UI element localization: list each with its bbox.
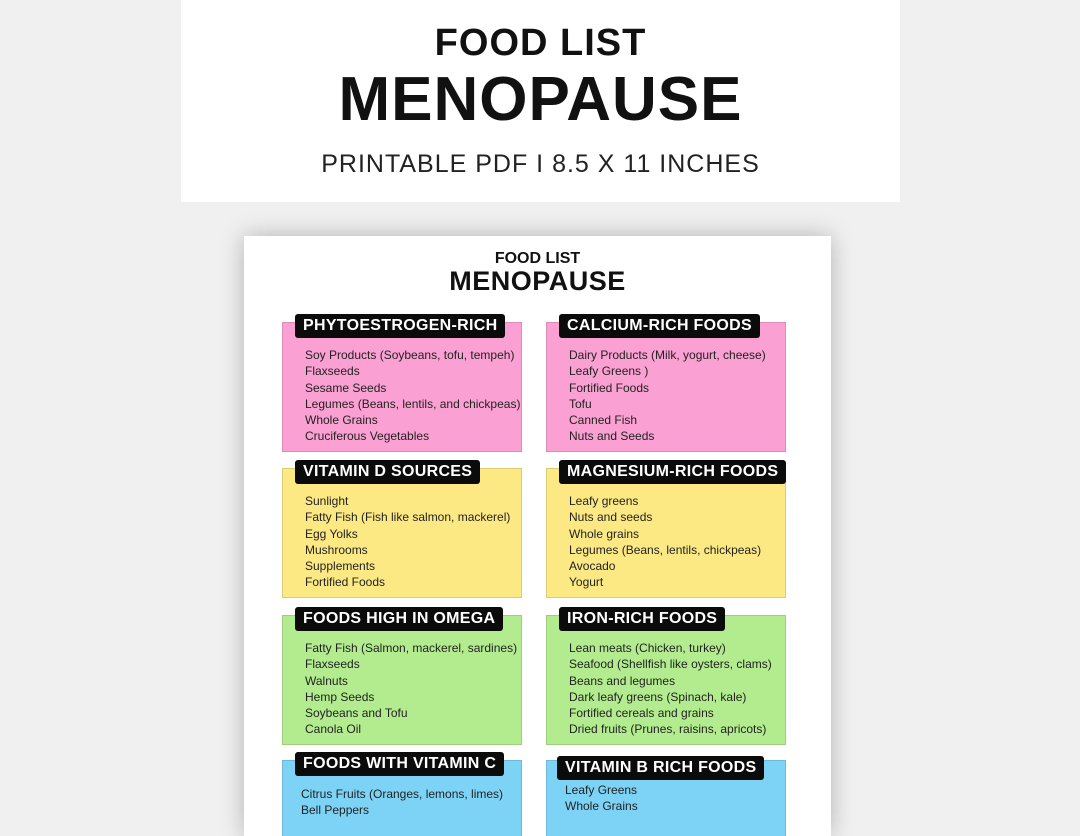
list-item: Seafood (Shellfish like oysters, clams) <box>569 657 772 672</box>
list-item: Bell Peppers <box>301 803 370 818</box>
card-list <box>569 640 772 738</box>
list-item: Yogurt <box>569 575 604 590</box>
card-calcium <box>546 317 786 452</box>
card-iron <box>546 610 786 745</box>
list-item: Sesame Seeds <box>305 380 387 395</box>
list-item: Mushrooms <box>305 542 368 557</box>
card-vitamin-c <box>282 755 522 836</box>
sheet-subtitle: FOOD LIST <box>494 250 581 267</box>
card-label: VITAMIN B RICH FOODS <box>557 756 764 780</box>
list-item: Flaxseeds <box>305 657 360 672</box>
list-item: Citrus Fruits (Oranges, lemons, limes) <box>301 787 504 801</box>
list-item: Legumes (Beans, lentils, chickpeas) <box>569 542 762 557</box>
card-label: MAGNESIUM-RICH FOODS <box>559 460 786 484</box>
list-item: Leafy Greens ) <box>569 364 649 379</box>
card-vitamin-d <box>282 463 522 598</box>
list-item: Soybeans and Tofu <box>305 706 408 721</box>
banner-info: PRINTABLE PDF I 8.5 X 11 INCHES <box>321 150 760 178</box>
card-vitamin-b <box>546 760 786 836</box>
list-item: Fatty Fish (Salmon, mackerel, sardines) <box>305 641 518 655</box>
list-item: Dairy Products (Milk, yogurt, cheese) <box>569 348 766 362</box>
card-label: CALCIUM-RICH FOODS <box>559 314 760 338</box>
card-magnesium <box>546 463 786 598</box>
list-item: Legumes (Beans, lentils, and chickpeas) <box>305 396 521 411</box>
list-item: Nuts and seeds <box>569 510 653 525</box>
list-item: Canola Oil <box>305 722 362 737</box>
list-item: Hemp Seeds <box>305 689 375 704</box>
banner-subtitle: FOOD LIST <box>434 22 647 64</box>
card-list <box>305 347 520 445</box>
card-label: FOODS WITH VITAMIN C <box>295 752 504 776</box>
list-item: Nuts and Seeds <box>569 429 655 444</box>
card-list <box>301 786 503 819</box>
list-item: Whole grains <box>569 526 640 541</box>
list-item: Lean meats (Chicken, turkey) <box>569 641 726 655</box>
product-banner <box>181 0 900 202</box>
card-label: FOODS HIGH IN OMEGA <box>295 607 503 631</box>
list-item: Fatty Fish (Fish like salmon, mackerel) <box>305 510 511 525</box>
list-item: Fortified Foods <box>569 380 650 395</box>
card-omega <box>282 610 522 745</box>
list-item: Cruciferous Vegetables <box>305 429 430 444</box>
card-list <box>569 347 766 445</box>
list-item: Soy Products (Soybeans, tofu, tempeh) <box>305 348 515 362</box>
list-item: Dried fruits (Prunes, raisins, apricots) <box>569 722 767 737</box>
card-label: PHYTOESTROGEN-RICH <box>295 314 505 338</box>
list-item: Beans and legumes <box>569 673 676 688</box>
list-item: Walnuts <box>305 673 348 688</box>
list-item: Fortified cereals and grains <box>569 706 714 721</box>
list-item: Dark leafy greens (Spinach, kale) <box>569 689 747 704</box>
card-label: IRON-RICH FOODS <box>559 607 725 631</box>
list-item: Fortified Foods <box>305 575 386 590</box>
list-item: Leafy greens <box>569 494 639 508</box>
list-item: Egg Yolks <box>305 526 358 541</box>
card-list <box>305 640 517 738</box>
sheet-title: MENOPAUSE <box>449 266 626 296</box>
list-item: Whole Grains <box>305 413 378 428</box>
list-item: Whole Grains <box>565 799 638 814</box>
list-item: Canned Fish <box>569 413 638 428</box>
list-item: Flaxseeds <box>305 364 360 379</box>
list-item: Supplements <box>305 559 376 574</box>
printable-sheet <box>244 236 831 836</box>
list-item: Tofu <box>569 396 592 411</box>
card-phytoestrogen <box>282 317 522 452</box>
list-item: Sunlight <box>305 494 349 508</box>
card-list <box>305 493 510 591</box>
card-list <box>569 493 761 591</box>
list-item: Leafy Greens <box>565 783 638 797</box>
list-item: Avocado <box>569 559 616 574</box>
banner-title: MENOPAUSE <box>338 65 743 134</box>
card-label: VITAMIN D SOURCES <box>295 460 480 484</box>
